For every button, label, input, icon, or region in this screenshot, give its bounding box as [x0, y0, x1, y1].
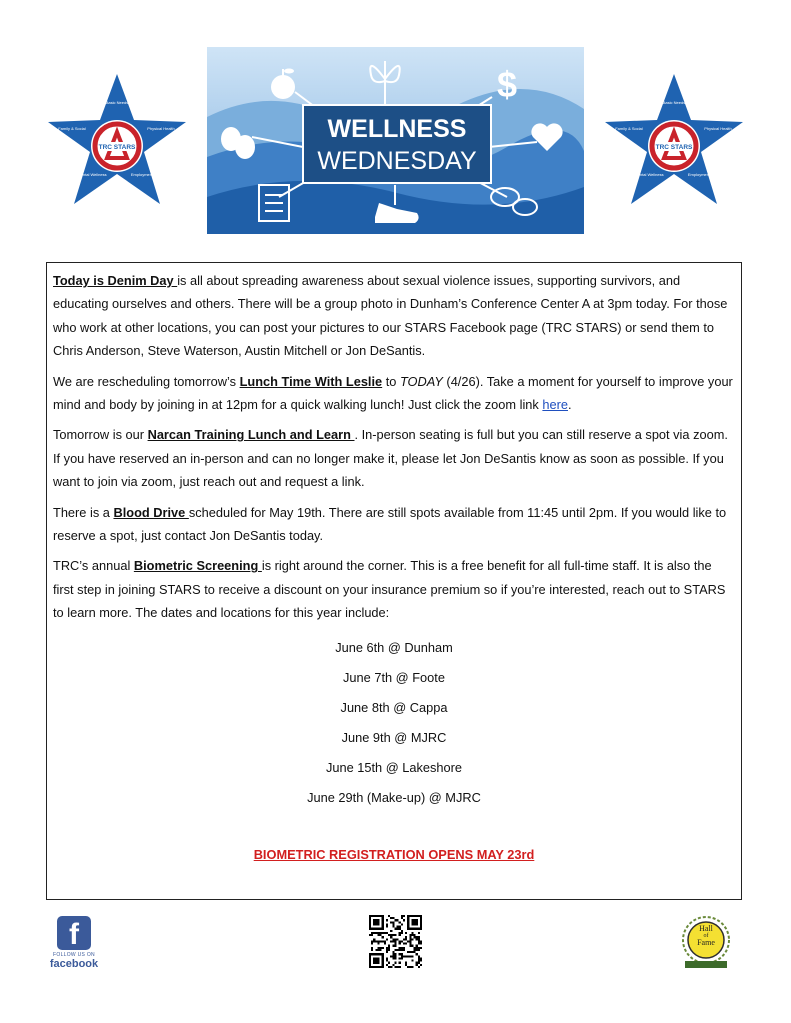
- svg-text:$: $: [496, 64, 518, 105]
- svg-text:Basic Needs: Basic Needs: [105, 100, 129, 105]
- registration-notice: BIOMETRIC REGISTRATION OPENS MAY 23rd: [253, 846, 535, 862]
- announcement-box: [46, 262, 742, 900]
- wellness-wednesday-banner: [207, 47, 584, 234]
- svg-text:Basic Needs: Basic Needs: [662, 100, 686, 105]
- dollar-icon: [497, 64, 517, 105]
- list-item: June 7th @ Foote: [343, 669, 445, 685]
- list-item: June 6th @ Dunham: [335, 639, 453, 655]
- svg-text:WELLNESS: WELLNESS: [327, 115, 467, 143]
- trc-stars-logo-right: [601, 70, 747, 208]
- denim-day-heading: Today is Denim Day: [53, 273, 178, 288]
- svg-text:Family & Social: Family & Social: [615, 126, 643, 131]
- svg-text:Family & Social: Family & Social: [58, 126, 86, 131]
- list-item: June 8th @ Cappa: [340, 699, 448, 715]
- list-item: June 29th (Make-up) @ MJRC: [307, 789, 481, 805]
- trc-stars-logo-left: [44, 70, 190, 208]
- facebook-follow-text: FOLLOW US ON: [53, 952, 95, 958]
- narcan-training-heading: Narcan Training Lunch and Learn: [147, 427, 355, 443]
- svg-text:Employment: Employment: [687, 172, 711, 177]
- list-item: June 15th @ Lakeshore: [325, 759, 463, 775]
- lunch-time-paragraph: We are rescheduling tomorrow’s Lunch Time With Leslie to TODAY (4/26). Take a moment for yourself to improve your mind and body by joining in at 12pm for a quick walking lunch! Just click the zoom link here.: [53, 373, 733, 413]
- facebook-follow-badge[interactable]: [47, 916, 101, 974]
- biometric-screening-paragraph: TRC’s annual Biometric Screening is right around the corner. This is a free benefit for all full-time staff. It is also the first step in joining STARS to receive a discount on your insurance premium so if you’re interested, reach out to STARS to learn more. The dates and locations for this year include:: [53, 558, 726, 621]
- hall-of-fame-text: Hall of Fame: [697, 924, 715, 947]
- narcan-training-paragraph: Tomorrow is our Narcan Training Lunch and Learn . In-person seating is full but you can still reserve a spot via zoom. If you have reserved an in-person and can no longer make it, please let Jon DeSantis know as soon as possible. If you want to join via zoom, just reach out and request a link.: [53, 427, 728, 490]
- svg-text:TRC STARS: TRC STARS: [98, 144, 136, 151]
- biometric-screening-heading: Biometric Screening: [133, 558, 262, 574]
- lunch-time-heading: Lunch Time With Leslie: [239, 373, 383, 389]
- hall-of-fame-badge: [679, 915, 733, 971]
- svg-text:Physical Health: Physical Health: [147, 126, 175, 131]
- denim-day-paragraph: Today is Denim Day is all about spreading awareness about sexual violence issues, supporting survivors, and educating ourselves and others. There will be a group photo in Dunham’s Conference Center A at 3pm today. For those who work at other locations, you can post your pictures to our STARS Facebook page (TRC STARS) or send them to Chris Anderson, Steve Waterson, Austin Mitchell or Jon DeSantis.: [53, 273, 728, 359]
- facebook-wordmark: facebook: [49, 958, 99, 970]
- svg-text:Mental Wellness: Mental Wellness: [77, 172, 107, 177]
- svg-text:Employment: Employment: [130, 172, 154, 177]
- zoom-link[interactable]: here: [542, 397, 568, 413]
- facebook-icon: f: [57, 916, 91, 950]
- svg-text:Physical Health: Physical Health: [704, 126, 732, 131]
- qr-code[interactable]: [369, 915, 422, 968]
- blood-drive-heading: Blood Drive: [113, 504, 189, 520]
- svg-text:WEDNESDAY: WEDNESDAY: [317, 147, 477, 175]
- list-item: June 9th @ MJRC: [341, 729, 447, 745]
- blood-drive-paragraph: There is a Blood Drive scheduled for May 19th. There are still spots available from 11:45 until 2pm. If you would like to reserve a spot, just contact Jon DeSantis today.: [53, 504, 727, 544]
- svg-text:Mental Wellness: Mental Wellness: [634, 172, 664, 177]
- screening-dates-list: [53, 633, 735, 813]
- svg-text:TRC STARS: TRC STARS: [655, 144, 693, 151]
